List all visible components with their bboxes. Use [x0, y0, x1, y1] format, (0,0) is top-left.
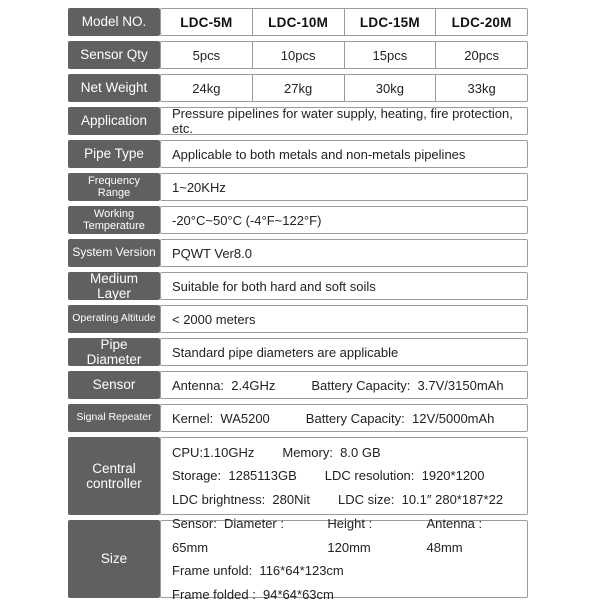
row-label-application: Application — [68, 107, 160, 135]
row-label-operating-altitude: Operating Altitude — [68, 305, 160, 333]
sensor-battery-spec: Battery Capacity: 3.7V/3150mAh — [311, 377, 504, 393]
spec-row-medium-layer — [68, 272, 528, 300]
size-sensor-antenna-spec: Antenna : 48mm — [426, 516, 486, 555]
sensor-qty-cell: 10pcs — [252, 42, 344, 68]
size-frame-unfold-spec: Frame unfold: 116*64*123cm — [172, 563, 344, 578]
row-label-medium-layer: Medium Layer — [68, 272, 160, 300]
model-value-cell: LDC-20M — [435, 9, 527, 35]
signal-repeater-value — [160, 404, 528, 432]
sensor-antenna-spec: Antenna: 2.4GHz — [172, 377, 276, 393]
controller-memory-spec: Memory: 8.0 GB — [282, 444, 381, 460]
spec-row-operating-altitude — [68, 305, 528, 333]
size-line-1 — [172, 512, 516, 559]
spec-table — [68, 8, 528, 600]
spec-row-size — [68, 516, 528, 600]
spec-row-net-weight — [68, 74, 528, 102]
model-value-cell: LDC-10M — [252, 9, 344, 35]
sensor-qty-values — [160, 41, 528, 69]
working-temperature-value: -20°C~50°C (-4°F~122°F) — [160, 206, 528, 234]
row-label-net-weight: Net Weight — [68, 74, 160, 102]
controller-line-1 — [172, 441, 516, 465]
sensor-value — [160, 371, 528, 399]
spec-row-pipe-diameter — [68, 338, 528, 366]
model-value-cell: LDC-5M — [180, 14, 233, 30]
sensor-qty-cell: 15pcs — [344, 42, 436, 68]
row-label-pipe-type: Pipe Type — [68, 140, 160, 168]
controller-storage-spec: Storage: 1285113GB — [172, 468, 297, 484]
spec-row-sensor-qty — [68, 41, 528, 69]
spec-row-frequency-range — [68, 173, 528, 201]
spec-row-sensor — [68, 371, 528, 399]
row-label-signal-repeater: Signal Repeater — [68, 404, 160, 432]
sensor-qty-cell: 20pcs — [435, 42, 527, 68]
net-weight-cell: 33kg — [435, 75, 527, 101]
size-sensor-diameter-spec: Sensor: Diameter : 65mm — [172, 516, 288, 555]
row-label-frequency-range: Frequency Range — [68, 173, 160, 201]
row-label-model: Model NO. — [68, 8, 160, 36]
spec-row-application — [68, 107, 528, 135]
size-sensor-height-spec: Height : 120mm — [327, 516, 376, 555]
medium-layer-value: Suitable for both hard and soft soils — [160, 272, 528, 300]
controller-resolution-spec: LDC resolution: 1920*1200 — [324, 468, 485, 484]
net-weight-cell: 30kg — [344, 75, 436, 101]
repeater-battery-spec: Battery Capacity: 12V/5000mAh — [305, 410, 495, 426]
sensor-qty-cell: 5pcs — [192, 47, 221, 63]
pipe-type-value: Applicable to both metals and non-metals pipelines — [160, 140, 528, 168]
operating-altitude-value: < 2000 meters — [160, 305, 528, 333]
size-line-3 — [172, 583, 516, 600]
size-line-2 — [172, 559, 516, 583]
size-frame-folded-spec: Frame folded : 94*64*63cm — [172, 586, 334, 600]
model-value-cell: LDC-15M — [344, 9, 436, 35]
spec-row-working-temperature — [68, 206, 528, 234]
net-weight-values — [160, 74, 528, 102]
row-label-sensor: Sensor — [68, 371, 160, 399]
net-weight-cell: 27kg — [252, 75, 344, 101]
row-label-pipe-diameter: Pipe Diameter — [68, 338, 160, 366]
size-value — [160, 516, 528, 600]
pipe-diameter-value: Standard pipe diameters are applicable — [160, 338, 528, 366]
spec-row-system-version — [68, 239, 528, 267]
spec-row-pipe-type — [68, 140, 528, 168]
net-weight-cell: 24kg — [192, 80, 221, 96]
row-label-system-version: System Version — [68, 239, 160, 267]
controller-size-spec: LDC size: 10.1″ 280*187*22 — [338, 491, 504, 507]
row-label-sensor-qty: Sensor Qty — [68, 41, 160, 69]
system-version-value: PQWT Ver8.0 — [160, 239, 528, 267]
controller-brightness-spec: LDC brightness: 280Nit — [172, 491, 311, 507]
row-label-working-temperature: Working Temperature — [68, 206, 160, 234]
controller-line-3 — [172, 488, 516, 512]
controller-cpu-spec: CPU:1.10GHz — [172, 444, 255, 460]
spec-row-model — [68, 8, 528, 36]
spec-row-signal-repeater — [68, 404, 528, 432]
controller-line-2 — [172, 464, 516, 488]
central-controller-value — [160, 437, 528, 515]
application-value: Pressure pipelines for water supply, heating, fire protection, etc. — [160, 107, 528, 135]
row-label-size: Size — [68, 520, 160, 598]
repeater-kernel-spec: Kernel: WA5200 — [172, 410, 270, 426]
row-label-central-controller: Central controller — [68, 437, 160, 515]
model-values — [160, 8, 528, 36]
spec-row-central-controller — [68, 437, 528, 515]
frequency-range-value: 1~20KHz — [160, 173, 528, 201]
